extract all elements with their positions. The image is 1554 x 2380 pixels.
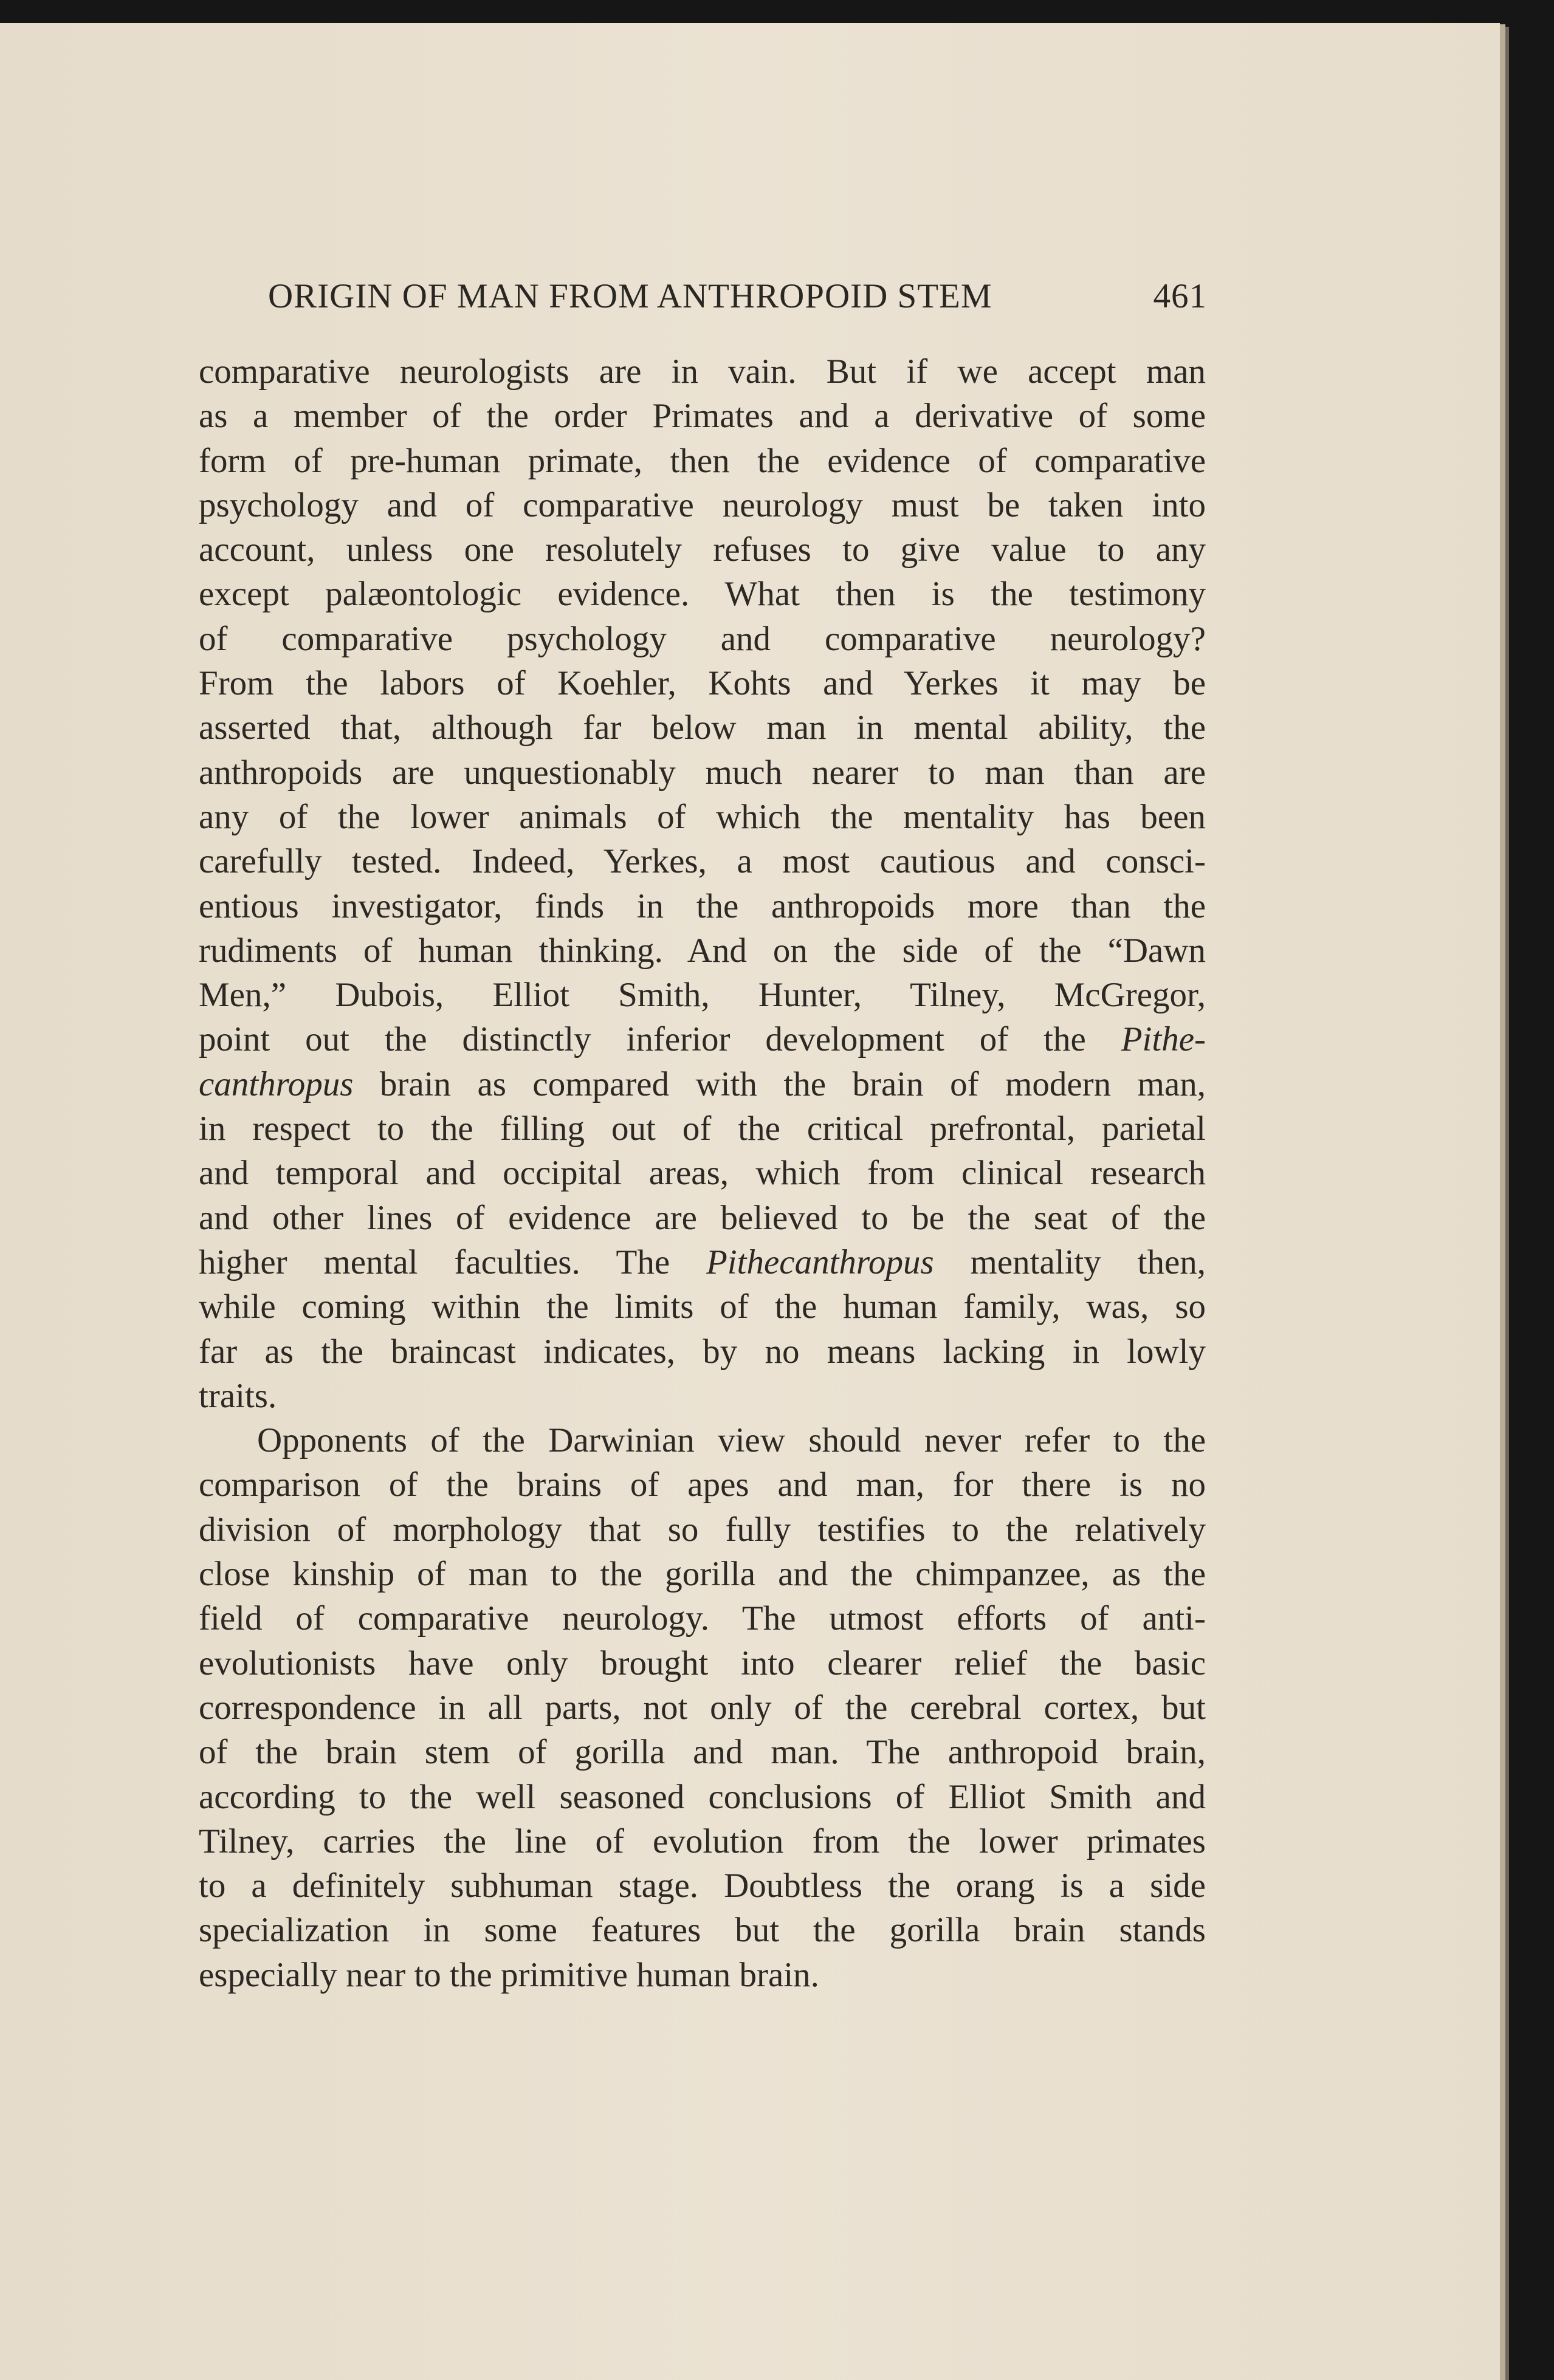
text-line: close kinship of man to the gorilla and the chimpanzee, as the	[199, 1555, 1206, 1594]
text-line: especially near to the primitive human brain.	[199, 1955, 819, 1994]
text-line: and temporal and occipital areas, which from clinical research	[199, 1154, 1206, 1193]
text-line: canthropus brain as compared with the brain of modern man,	[199, 1065, 1206, 1103]
text-line: and other lines of evidence are believed to be the seat of the	[199, 1198, 1206, 1237]
text-line: From the labors of Koehler, Kohts and Yerkes it may be	[199, 664, 1206, 703]
text-line: entious investigator, finds in the anthropoids more than the	[199, 886, 1206, 925]
text-line: of the brain stem of gorilla and man. The anthropoid brain,	[199, 1733, 1206, 1772]
text-line: evolutionists have only brought into clearer relief the basic	[199, 1644, 1206, 1682]
text-line: as a member of the order Primates and a derivative of some	[199, 397, 1206, 436]
text-line: division of morphology that so fully testifies to the relatively	[199, 1510, 1206, 1549]
text-line: while coming within the limits of the human family, was, so	[199, 1288, 1206, 1326]
text-line: anthropoids are unquestionably much nearer to man than are	[199, 753, 1206, 792]
running-head	[268, 276, 1207, 328]
text-line: Tilney, carries the line of evolution from the lower primates	[199, 1822, 1206, 1860]
text-line: specialization in some features but the gorilla brain stands	[199, 1911, 1206, 1950]
text-line: Men,” Dubois, Elliot Smith, Hunter, Tilney, McGregor,	[199, 976, 1206, 1015]
text-line: comparative neurologists are in vain. But if we accept man	[199, 352, 1206, 391]
text-line: far as the braincast indicates, by no means lacking in lowly	[199, 1332, 1206, 1371]
text-line: any of the lower animals of which the mentality has been	[199, 797, 1206, 836]
text-line: carefully tested. Indeed, Yerkes, a most cautious and consci-	[199, 842, 1206, 881]
text-line: Opponents of the Darwinian view should never refer to the	[257, 1421, 1206, 1460]
text-line: higher mental faculties. The Pithecanthropus mentality then,	[199, 1243, 1206, 1281]
text-line: in respect to the filling out of the critical prefrontal, parietal	[199, 1109, 1206, 1148]
text-line: point out the distinctly inferior development of the Pithe-	[199, 1020, 1206, 1059]
text-line: to a definitely subhuman stage. Doubtless the orang is a side	[199, 1867, 1206, 1905]
italic-term: Pithe-	[1121, 1020, 1206, 1059]
text-line: correspondence in all parts, not only of the cerebral cortex, but	[199, 1688, 1206, 1727]
text-line: comparison of the brains of apes and man, for there is no	[199, 1466, 1206, 1504]
running-head-title: ORIGIN OF MAN FROM ANTHROPOID STEM	[268, 277, 992, 315]
text-line: field of comparative neurology. The utmost efforts of anti-	[199, 1599, 1206, 1638]
text-line: except palæontologic evidence. What then is the testimony	[199, 575, 1206, 614]
italic-term: Pithecanthropus	[706, 1243, 934, 1281]
text-line: rudiments of human thinking. And on the side of the “Dawn	[199, 931, 1206, 970]
page-number: 461	[1153, 277, 1207, 315]
italic-term: canthropus	[199, 1065, 354, 1103]
text-line: form of pre-human primate, then the evidence of comparative	[199, 441, 1206, 480]
text-line: traits.	[199, 1376, 277, 1415]
body-text	[199, 349, 1206, 1997]
text-line: account, unless one resolutely refuses to give value to any	[199, 530, 1206, 569]
text-line: psychology and of comparative neurology must be taken into	[199, 485, 1206, 524]
italic-term: canthropus	[779, 1243, 934, 1281]
page-edge	[1500, 24, 1505, 2380]
text-line: of comparative psychology and comparative neurology?	[199, 619, 1206, 658]
page-edge-shadow	[1505, 27, 1509, 2380]
text-line: asserted that, although far below man in mental ability, the	[199, 708, 1206, 747]
text-line: according to the well seasoned conclusions of Elliot Smith and	[199, 1777, 1206, 1816]
